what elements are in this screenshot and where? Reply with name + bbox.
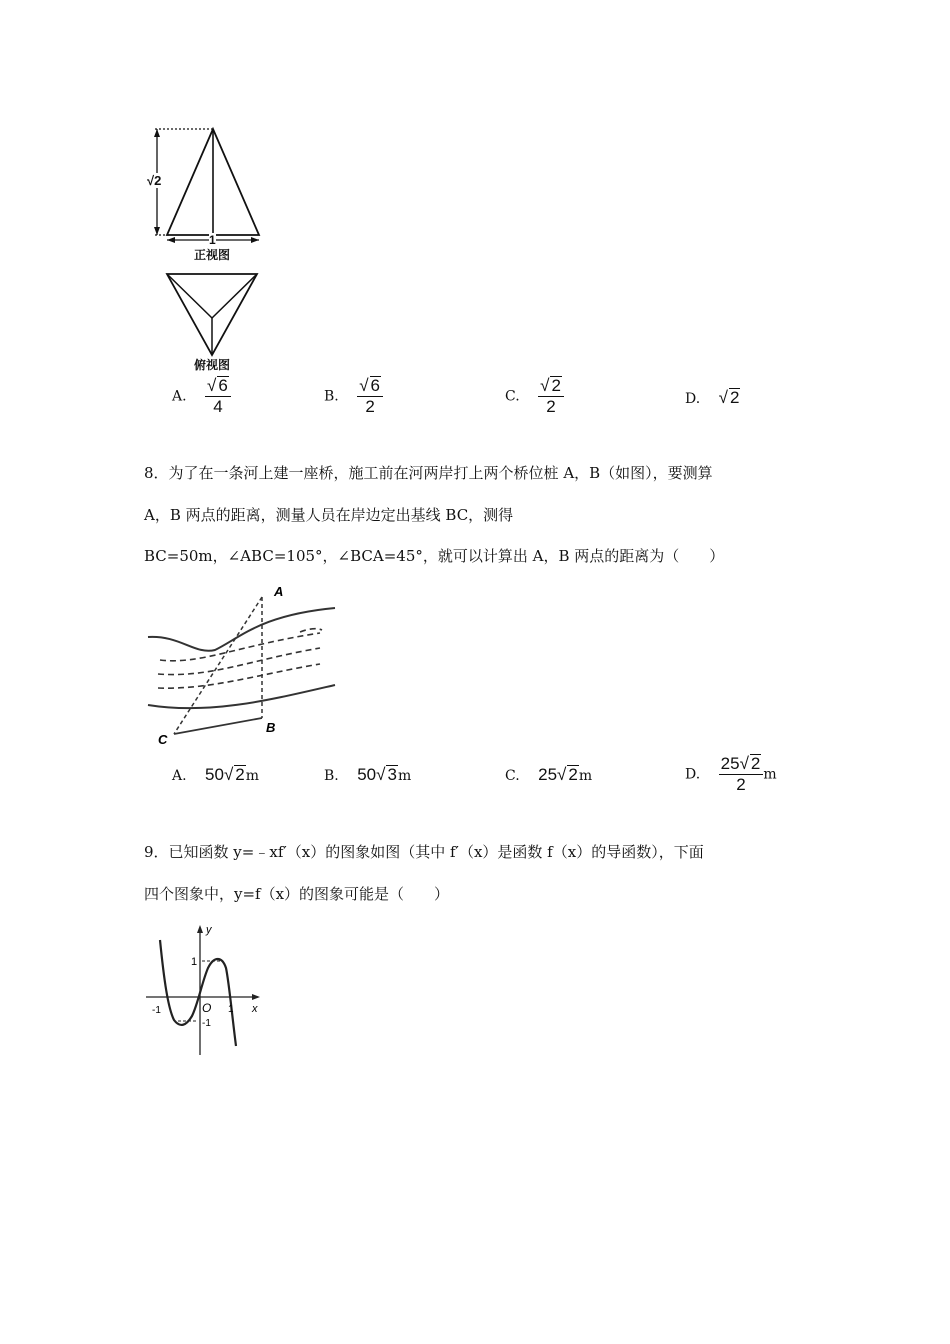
- q8-d-den: 2: [736, 775, 746, 794]
- q8-a-rad: 2: [235, 765, 245, 784]
- q7-a-den: 4: [213, 397, 223, 416]
- q8-line3: BC=50m，∠ABC=105°，∠BCA=45°，就可以计算出 A，B 两点的距离为（ ）: [144, 547, 725, 565]
- q7-d-rad: 2: [729, 388, 740, 407]
- y-tick-neg1: -1: [202, 1018, 211, 1029]
- q8-option-d[interactable]: D. $\frac{25√ 2}{2}$ m: [685, 754, 777, 794]
- q7-option-a[interactable]: A. $\frac{√ 6}{4}$: [172, 376, 231, 417]
- q8-a-unit: m: [245, 768, 260, 784]
- q8-b-unit: m: [397, 768, 412, 784]
- q8-line1: 8．为了在一条河上建一座桥，施工前在河两岸打上两个桥位桩 A，B（如图），要测算: [144, 464, 713, 482]
- q8-option-b-letter: B.: [324, 768, 339, 784]
- q8-option-d-letter: D.: [685, 766, 701, 783]
- q7-option-b-letter: B.: [324, 388, 339, 405]
- q8-option-c[interactable]: C. 25√ 2m: [505, 765, 593, 784]
- q8-line2: A，B 两点的距离，测量人员在岸边定出基线 BC，测得: [144, 506, 514, 524]
- q8-c-unit: m: [578, 768, 593, 784]
- origin-label: O: [202, 1001, 212, 1015]
- height-label: √2: [147, 173, 162, 188]
- x-tick-1: 1: [228, 1004, 234, 1015]
- q8-d-num-coef: 25: [720, 754, 740, 773]
- q7-c-den: 2: [546, 397, 556, 416]
- q8-d-num-rad: 2: [750, 754, 761, 773]
- point-c-label: C: [158, 732, 168, 747]
- q8-option-b[interactable]: B. 50√ 3m: [324, 765, 412, 784]
- q7-option-b[interactable]: B. $\frac{√ 6}{2}$: [324, 376, 383, 417]
- q8-c-coef: 25: [538, 765, 558, 784]
- top-view-figure: [160, 268, 265, 360]
- river-bridge-figure: [140, 580, 340, 750]
- q7-option-c-letter: C.: [505, 388, 520, 405]
- q7-option-d-letter: D.: [685, 391, 701, 407]
- q8-d-unit: m: [763, 766, 777, 783]
- q7-option-a-letter: A.: [172, 388, 187, 405]
- point-a-label: A: [274, 584, 284, 599]
- q8-option-c-letter: C.: [505, 768, 520, 784]
- q7-b-num: 6: [370, 376, 381, 395]
- q9-line2: 四个图象中，y=f（x）的图象可能是（ ）: [144, 885, 450, 903]
- q8-b-coef: 50: [357, 765, 377, 784]
- width-label: 1: [209, 233, 216, 247]
- q8-option-a-letter: A.: [172, 768, 187, 784]
- x-tick-neg1: -1: [152, 1005, 161, 1016]
- q8-b-rad: 3: [387, 765, 397, 784]
- point-b-label: B: [266, 720, 276, 735]
- front-view-label: 正视图: [194, 248, 231, 262]
- x-axis-label: x: [252, 1003, 258, 1015]
- function-graph: [140, 920, 270, 1060]
- q8-a-coef: 50: [205, 765, 224, 784]
- q8-c-rad: 2: [568, 765, 578, 784]
- q7-c-num: 2: [551, 376, 561, 395]
- y-tick-1: 1: [191, 956, 198, 968]
- top-view-label: 俯视图: [194, 358, 231, 372]
- q7-option-d[interactable]: D. √ 2: [685, 388, 740, 407]
- y-axis-label: y: [206, 924, 212, 936]
- q8-option-a[interactable]: A. 50√ 2m: [172, 765, 260, 784]
- q7-a-num: 6: [218, 376, 228, 395]
- q9-line1: 9．已知函数 y=﹣xf′（x）的图象如图（其中 f′（x）是函数 f（x）的导函数），下面: [144, 843, 704, 861]
- q7-option-c[interactable]: C. $\frac{√ 2}{2}$: [505, 376, 564, 417]
- q7-b-den: 2: [365, 397, 375, 416]
